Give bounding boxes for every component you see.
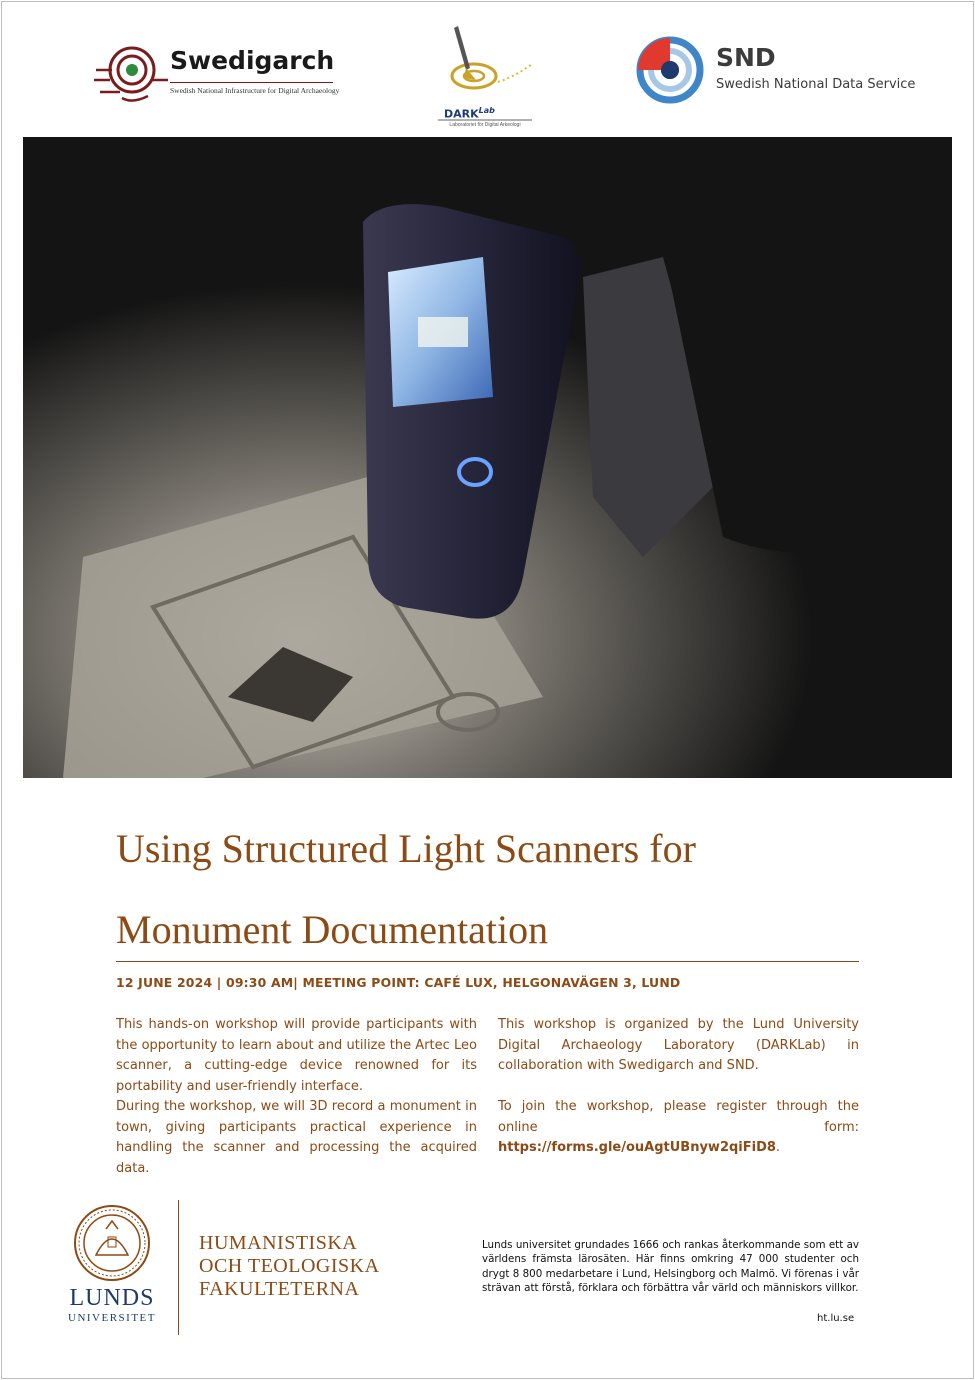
registration-paragraph — [498, 1097, 859, 1159]
registration-suffix: . — [775, 1140, 781, 1155]
body-right-column — [498, 1015, 859, 1159]
darklab-logo-icon — [436, 24, 536, 108]
title-divider — [116, 961, 859, 962]
swedigarch-logo-icon — [92, 40, 172, 106]
university-blurb: Lunds universitet grundades 1666 och rankas återkommande som ett av världens främsta lärosäten. Här finns omkring 47 000 studenter och drygt 8 800 medarbetare i Lund, Helsingborg och Malmö. Vi förenas i vår strävan att förstå, förklara och förbättra vår värld och människors villkor. — [482, 1239, 859, 1295]
paragraph-gap — [498, 1077, 859, 1098]
faculty-line-1: HUMANISTISKA — [199, 1232, 358, 1254]
faculty-line-2: OCH TEOLOGISKA — [199, 1255, 380, 1277]
scanner-photo — [23, 137, 952, 778]
swedigarch-subtitle: Swedish National Infrastructure for Digital Archaeology — [170, 86, 340, 95]
body-left-column — [116, 1015, 477, 1179]
event-details: 12 JUNE 2024 | 09:30 AM| MEETING POINT: CAFÉ LUX, HELGONAVÄGEN 3, LUND — [116, 975, 681, 990]
lund-seal-icon — [66, 1203, 158, 1283]
faculty-line-3: FAKULTETERNA — [199, 1278, 360, 1300]
registration-link[interactable]: https://forms.gle/ouAgtUBnyw2qiFiD8 — [498, 1140, 776, 1155]
lund-wordmark-line2: UNIVERSITET — [68, 1312, 156, 1324]
details-paragraph: During the workshop, we will 3D record a monument in town, giving participants practical experience in handling the scanner and processing the acquired data. — [116, 1099, 477, 1176]
swedigarch-name: Swedigarch — [170, 46, 335, 75]
website-link[interactable]: ht.lu.se — [817, 1313, 855, 1324]
lund-university-wordmark — [66, 1285, 158, 1325]
organizer-paragraph: This workshop is organized by the Lund University Digital Archaeology Laboratory (DARKLab) in collaboration with Swedigarch and SND. — [498, 1017, 859, 1073]
darklab-name: $DARK^{Lab}$ — [444, 106, 495, 121]
footer-divider — [178, 1200, 179, 1335]
faculty-name — [199, 1232, 380, 1301]
page-title — [116, 808, 876, 970]
registration-text: To join the workshop, please register through the online form: — [498, 1099, 859, 1135]
darklab-subtitle: Laboratoriet för Digital Arkeologi — [438, 119, 532, 128]
snd-name: SND — [716, 43, 776, 72]
snd-logo-icon — [636, 36, 706, 106]
intro-paragraph: This hands-on workshop will provide participants with the opportunity to learn about and utilize the Artec Leo scanner, a cutting-edge device renowned for its portability and user-friendly interface. — [116, 1017, 477, 1094]
title-line-1: Using Structured Light Scanners for — [116, 826, 696, 871]
title-line-2: Monument Documentation — [116, 907, 549, 952]
lund-wordmark-line1: LUNDS — [69, 1285, 155, 1311]
swedigarch-underline — [170, 82, 333, 83]
snd-subtitle: Swedish National Data Service — [716, 77, 916, 92]
